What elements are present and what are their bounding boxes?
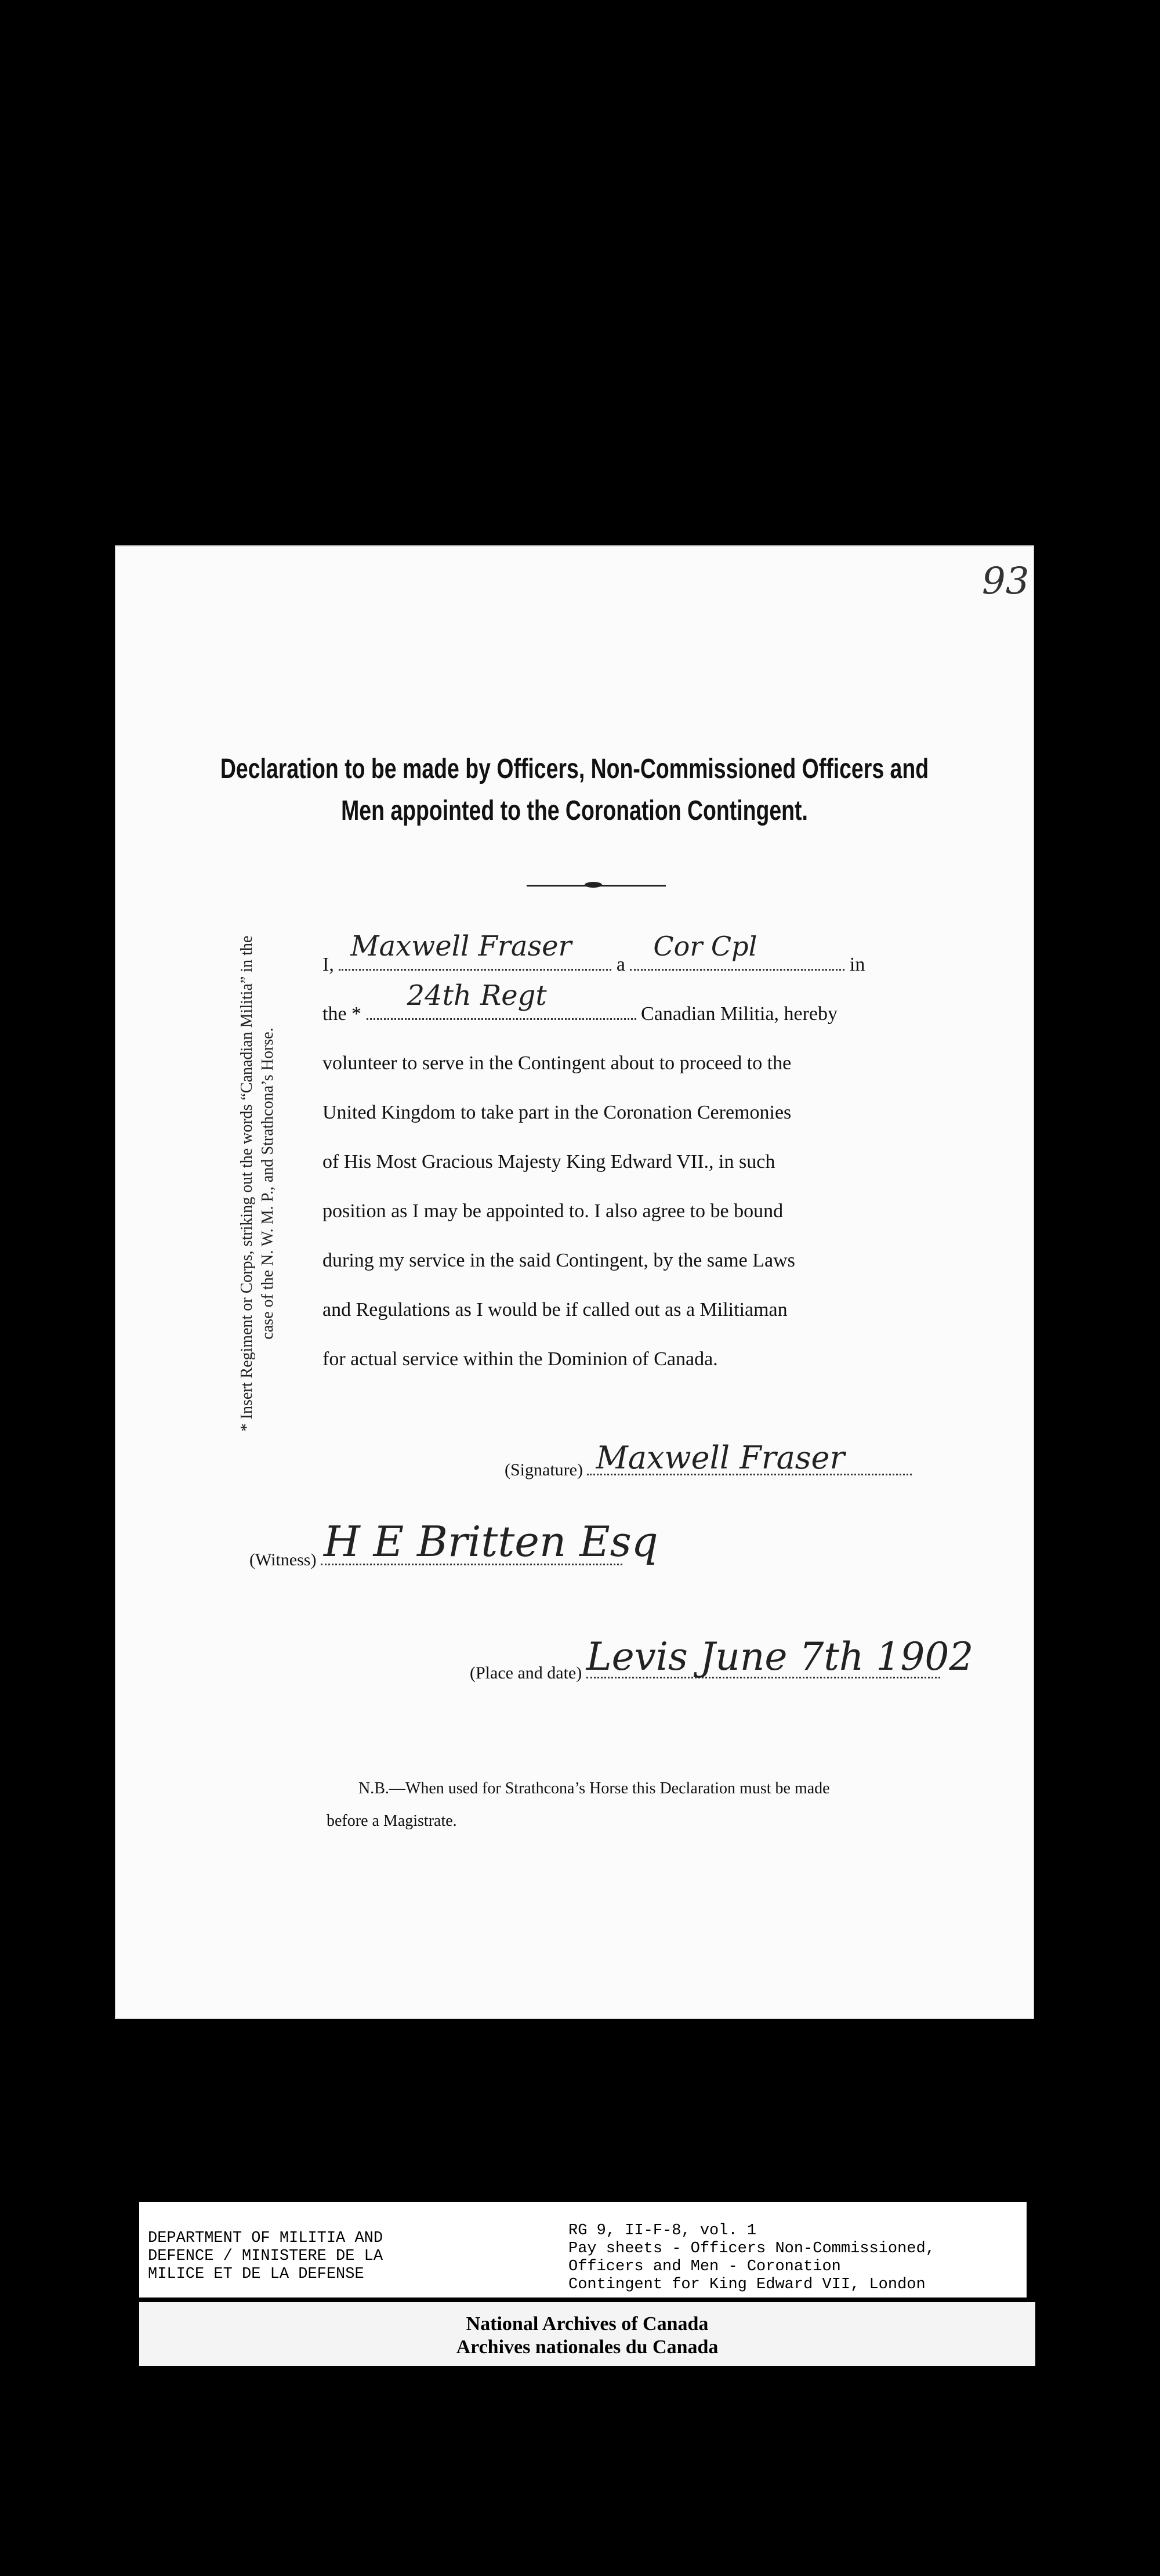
handwritten-signature: Maxwell Fraser bbox=[596, 1439, 845, 1476]
handwritten-witness: H E Britten Esq bbox=[323, 1517, 658, 1566]
signature-field bbox=[587, 1439, 912, 1476]
handwritten-place-date: Levis June 7th 1902 bbox=[586, 1634, 974, 1679]
declaration-line-2 bbox=[322, 979, 992, 1039]
place-date-label: (Place and date) bbox=[470, 1663, 582, 1683]
declaration-line: and Regulations as I would be if called out as a Militiaman bbox=[322, 1299, 788, 1320]
witness-row bbox=[249, 1517, 658, 1570]
title-ornament bbox=[527, 885, 666, 889]
prefix-the: the * bbox=[322, 1003, 362, 1025]
page-number: 93 bbox=[982, 560, 1030, 603]
handwritten-name: Maxwell Fraser bbox=[350, 930, 572, 963]
place-date-field bbox=[586, 1634, 974, 1679]
nb-line-1: N.B.—When used for Strathcona’s Horse this Declaration must be made bbox=[358, 1779, 830, 1797]
name-field bbox=[339, 930, 611, 971]
declaration-line: United Kingdom to take part in the Coronation Ceremonies bbox=[322, 1102, 792, 1123]
archives-name-fr: Archives nationales du Canada bbox=[456, 2336, 719, 2358]
archives-name-label bbox=[139, 2302, 1035, 2366]
declaration-line: during my service in the said Contingent, by the same Laws bbox=[322, 1250, 795, 1271]
nb-note bbox=[327, 1772, 982, 1837]
place-date-row bbox=[470, 1634, 974, 1683]
title-line-1: Declaration to be made by Officers, Non-Commissioned Officers and bbox=[220, 754, 929, 784]
nb-line-2: before a Magistrate. bbox=[327, 1812, 457, 1830]
signature-label: (Signature) bbox=[505, 1460, 583, 1479]
regiment-field bbox=[367, 979, 636, 1020]
department-text: DEPARTMENT OF MILITIA AND DEFENCE / MINISTERE DE LA MILICE ET DE LA DEFENSE bbox=[148, 2230, 383, 2283]
rank-field bbox=[630, 931, 844, 971]
declaration-line: position as I may be appointed to. I also agree to be bound bbox=[322, 1200, 784, 1222]
declaration-body bbox=[322, 930, 992, 1384]
handwritten-regiment: 24th Regt bbox=[407, 979, 547, 1012]
document-title bbox=[216, 748, 933, 832]
reference-text: RG 9, II-F-8, vol. 1 Pay sheets - Officers Non-Commissioned, Officers and Men - Coronation Contingent for King Edward VII, London bbox=[568, 2222, 935, 2293]
witness-label: (Witness) bbox=[249, 1550, 317, 1569]
prefix-i: I, bbox=[322, 954, 334, 975]
signature-row bbox=[505, 1439, 912, 1480]
article-a: a bbox=[616, 954, 625, 975]
side-note: * Insert Regiment or Corps, striking out the words “Canadian Militia” in the case of the N. W. M. P., and Strathcona’s Horse. bbox=[238, 935, 277, 1432]
archive-reference-label bbox=[139, 2202, 1027, 2298]
handwritten-rank: Cor Cpl bbox=[653, 931, 757, 962]
declaration-line: volunteer to serve in the Contingent about to proceed to the bbox=[322, 1052, 792, 1074]
declaration-page bbox=[115, 545, 1034, 2019]
word-in: in bbox=[849, 954, 865, 975]
title-line-2: Men appointed to the Coronation Contingent. bbox=[341, 795, 808, 826]
archives-name-en: National Archives of Canada bbox=[466, 2313, 709, 2335]
declaration-line: for actual service within the Dominion of Canada. bbox=[322, 1348, 718, 1370]
militia-text: Canadian Militia, hereby bbox=[641, 1003, 838, 1025]
declaration-line: of His Most Gracious Majesty King Edward VII., in such bbox=[322, 1151, 775, 1173]
witness-field bbox=[321, 1517, 658, 1566]
